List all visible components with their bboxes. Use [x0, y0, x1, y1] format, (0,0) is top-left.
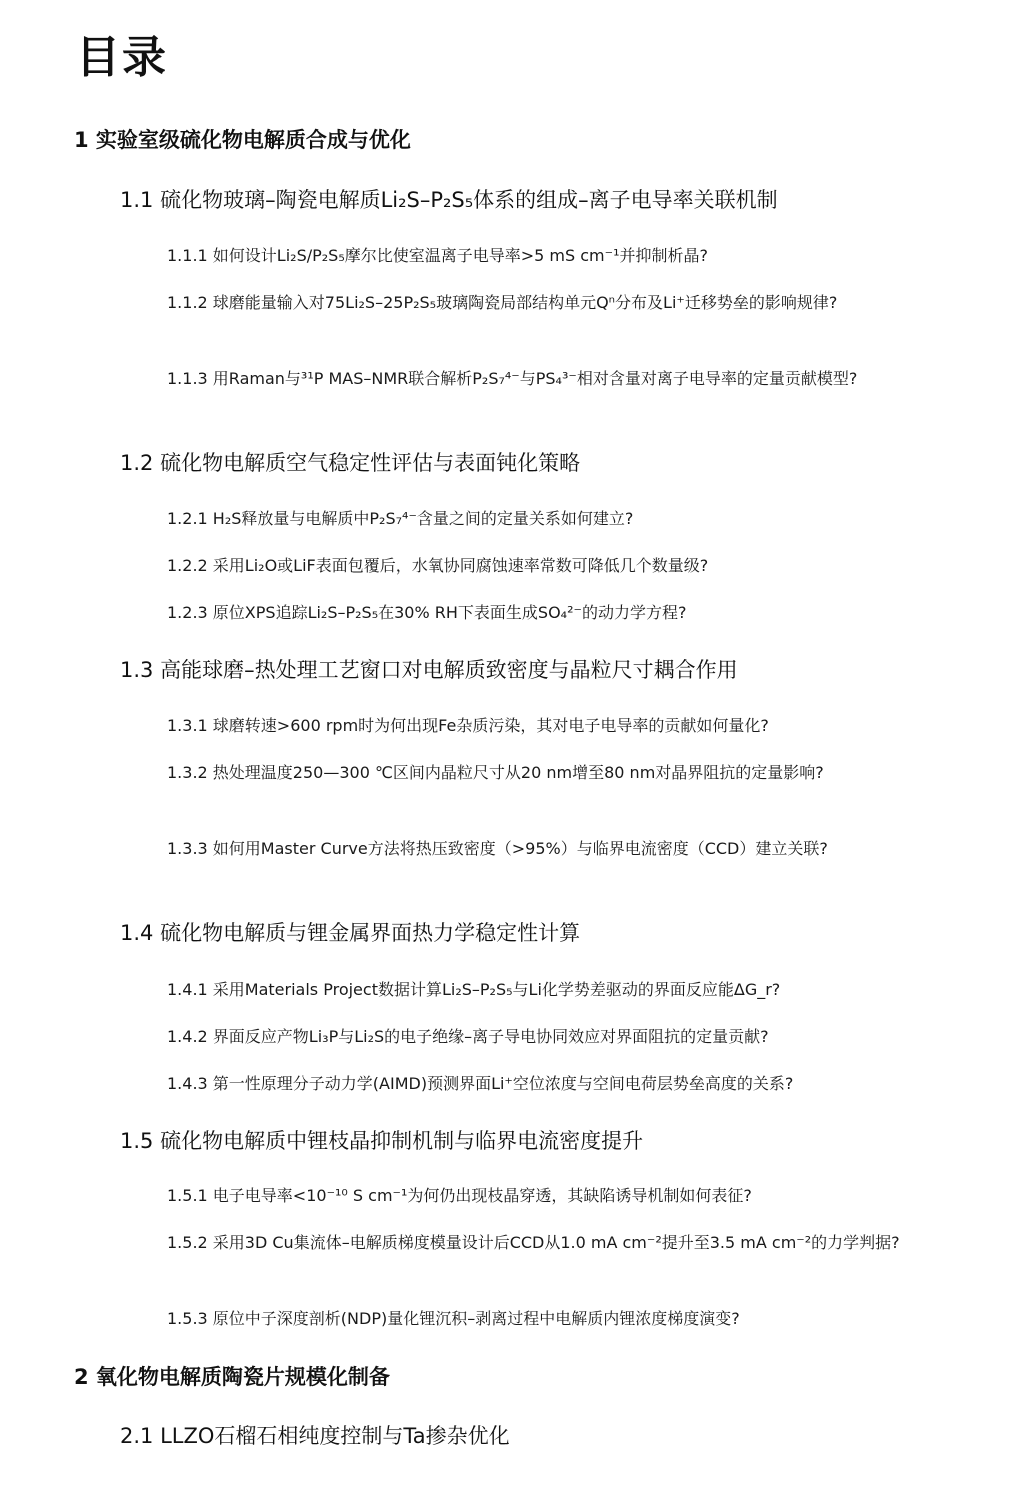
- toc-item[interactable]: 1.1.3 用Raman与³¹P MAS–NMR联合解析P₂S₇⁴⁻与PS₄³⁻相对含量对离子电导率的定量贡献模型?: [167, 369, 858, 388]
- section-heading[interactable]: 1.3 高能球磨–热处理工艺窗口对电解质致密度与晶粒尺寸耦合作用: [120, 658, 738, 682]
- toc-item[interactable]: 1.2.3 原位XPS追踪Li₂S–P₂S₅在30% RH下表面生成SO₄²⁻的动力学方程?: [167, 603, 687, 622]
- section-heading[interactable]: 1.1 硫化物玻璃–陶瓷电解质Li₂S–P₂S₅体系的组成–离子电导率关联机制: [120, 188, 778, 212]
- toc-item[interactable]: 1.5.2 采用3D Cu集流体–电解质梯度模量设计后CCD从1.0 mA cm⁻²提升至3.5 mA cm⁻²的力学判据?: [167, 1233, 900, 1252]
- toc-item[interactable]: 1.4.2 界面反应产物Li₃P与Li₂S的电子绝缘–离子导电协同效应对界面阻抗的定量贡献?: [167, 1027, 769, 1046]
- toc-item[interactable]: 1.4.1 采用Materials Project数据计算Li₂S–P₂S₅与Li化学势差驱动的界面反应能ΔG_r?: [167, 980, 781, 999]
- toc-item[interactable]: 1.1.2 球磨能量输入对75Li₂S–25P₂S₅玻璃陶瓷局部结构单元Qⁿ分布及Li⁺迁移势垒的影响规律?: [167, 293, 838, 312]
- page-title: 目录: [76, 32, 168, 83]
- toc-item[interactable]: 1.5.3 原位中子深度剖析(NDP)量化锂沉积–剥离过程中电解质内锂浓度梯度演变?: [167, 1309, 740, 1328]
- toc-item[interactable]: 1.3.3 如何用Master Curve方法将热压致密度（>95%）与临界电流密度（CCD）建立关联?: [167, 839, 828, 858]
- section-heading[interactable]: 1.2 硫化物电解质空气稳定性评估与表面钝化策略: [120, 451, 581, 475]
- toc-item[interactable]: 1.2.1 H₂S释放量与电解质中P₂S₇⁴⁻含量之间的定量关系如何建立?: [167, 509, 634, 528]
- section-heading[interactable]: 2.1 LLZO石榴石相纯度控制与Ta掺杂优化: [120, 1424, 510, 1448]
- toc-item[interactable]: 1.3.2 热处理温度250—300 ℃区间内晶粒尺寸从20 nm增至80 nm对晶界阻抗的定量影响?: [167, 763, 824, 782]
- toc-item[interactable]: 1.2.2 采用Li₂O或LiF表面包覆后，水氧协同腐蚀速率常数可降低几个数量级?: [167, 556, 709, 575]
- toc-item[interactable]: 1.5.1 电子电导率<10⁻¹⁰ S cm⁻¹为何仍出现枝晶穿透，其缺陷诱导机制如何表征?: [167, 1186, 752, 1205]
- chapter-heading[interactable]: 2 氧化物电解质陶瓷片规模化制备: [74, 1365, 390, 1389]
- toc-item[interactable]: 1.3.1 球磨转速>600 rpm时为何出现Fe杂质污染，其对电子电导率的贡献如何量化?: [167, 716, 769, 735]
- section-heading[interactable]: 1.5 硫化物电解质中锂枝晶抑制机制与临界电流密度提升: [120, 1129, 644, 1153]
- toc-item[interactable]: 1.4.3 第一性原理分子动力学(AIMD)预测界面Li⁺空位浓度与空间电荷层势垒高度的关系?: [167, 1074, 794, 1093]
- toc-item[interactable]: 1.1.1 如何设计Li₂S/P₂S₅摩尔比使室温离子电导率>5 mS cm⁻¹并抑制析晶?: [167, 246, 708, 265]
- section-heading[interactable]: 1.4 硫化物电解质与锂金属界面热力学稳定性计算: [120, 921, 581, 945]
- chapter-heading[interactable]: 1 实验室级硫化物电解质合成与优化: [74, 128, 411, 152]
